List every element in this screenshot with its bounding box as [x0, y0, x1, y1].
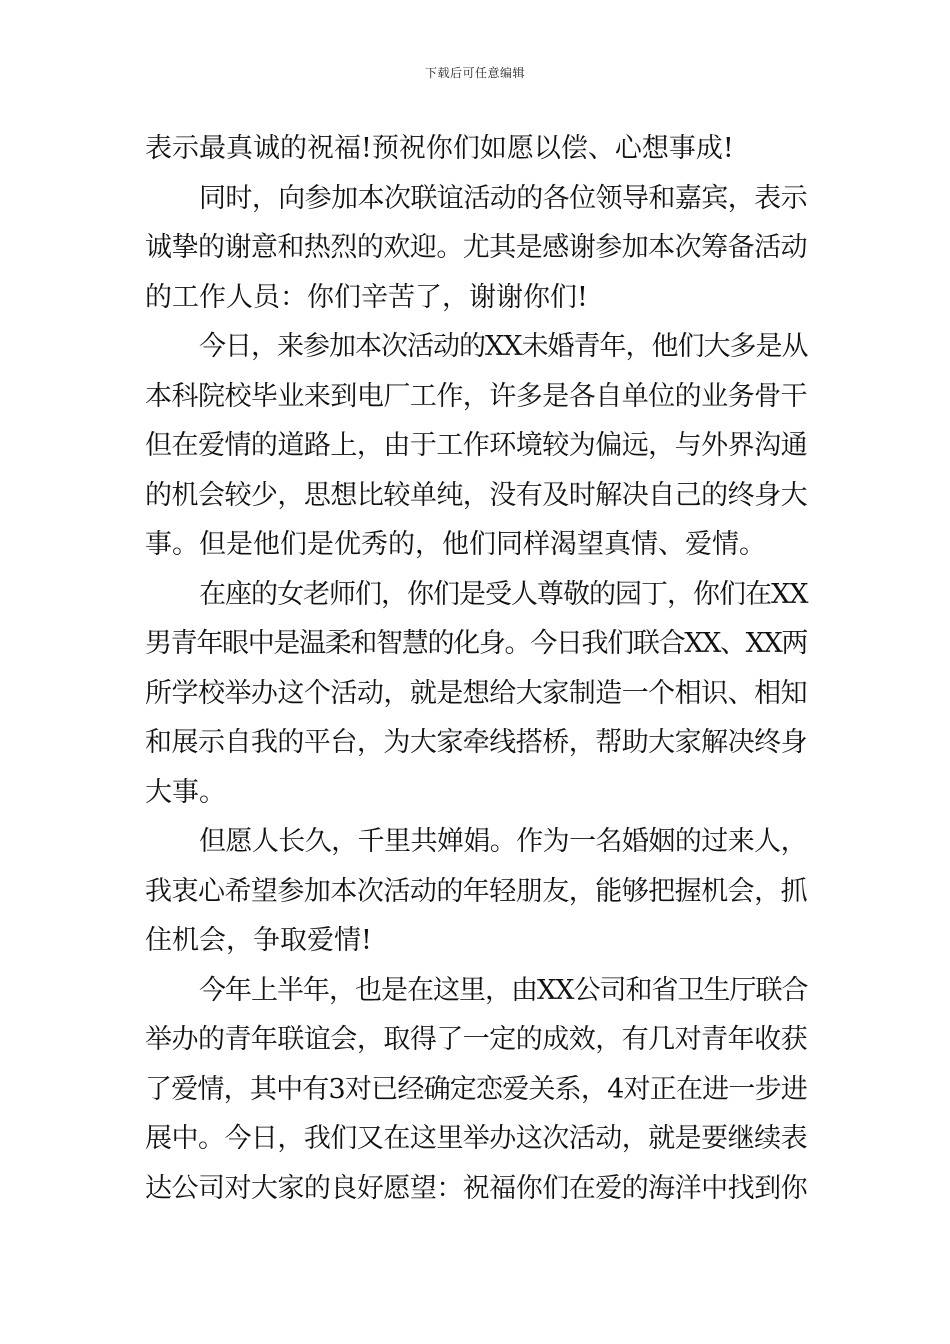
- text-line: 今年上半年，也是在这里，由XX公司和省卫生厅联合: [199, 974, 808, 1006]
- text-line: 所学校举办这个活动，就是想给大家制造一个相识、相知: [145, 677, 807, 709]
- text-line: 举办的青年联谊会，取得了一定的成效，有几对青年收获: [145, 1024, 807, 1055]
- text-line: 今日，来参加本次活动的XX未婚青年，他们大多是从: [199, 331, 808, 362]
- document-body: [145, 124, 807, 1213]
- text-line: 达公司对大家的良好愿望：祝福你们在爱的海洋中找到你: [145, 1172, 807, 1204]
- text-line: 的机会较少，思想比较单纯，没有及时解决自己的终身大: [145, 479, 807, 511]
- text-line: 男青年眼中是温柔和智慧的化身。今日我们联合XX、XX两: [145, 628, 807, 659]
- text-line: 但在爱情的道路上，由于工作环境较为偏远，与外界沟通: [145, 430, 807, 461]
- text-line: 表示最真诚的祝福!预祝你们如愿以偿、心想事成!: [145, 133, 734, 164]
- text-line: 本科院校毕业来到电厂工作，许多是各自单位的业务骨干: [145, 380, 807, 412]
- text-line: 和展示自我的平台，为大家牵线搭桥，帮助大家解决终身: [145, 727, 807, 758]
- text-line: 同时，向参加本次联谊活动的各位领导和嘉宾，表示: [199, 182, 807, 214]
- page-header: 下载后可任意编辑: [424, 66, 525, 80]
- text-line: 展中。今日，我们又在这里举办这次活动，就是要继续表: [145, 1123, 807, 1154]
- text-line: 大事。: [145, 776, 226, 808]
- text-line: 住机会，争取爱情!: [145, 925, 372, 956]
- text-line: 了爱情，其中有3对已经确定恋爱关系，4对正在进一步进: [145, 1073, 807, 1105]
- text-line: 事。但是他们是优秀的，他们同样渴望真情、爱情。: [145, 529, 766, 560]
- text-line: 在座的女老师们，你们是受人尊敬的园丁，你们在XX: [199, 578, 808, 610]
- text-line: 的工作人员：你们辛苦了，谢谢你们!: [145, 281, 588, 313]
- text-line: 但愿人长久，千里共婵娟。作为一名婚姻的过来人，: [199, 826, 807, 857]
- text-line: 诚挚的谢意和热烈的欢迎。尤其是感谢参加本次筹备活动: [145, 232, 807, 263]
- text-line: 我衷心希望参加本次活动的年轻朋友，能够把握机会，抓: [145, 875, 807, 907]
